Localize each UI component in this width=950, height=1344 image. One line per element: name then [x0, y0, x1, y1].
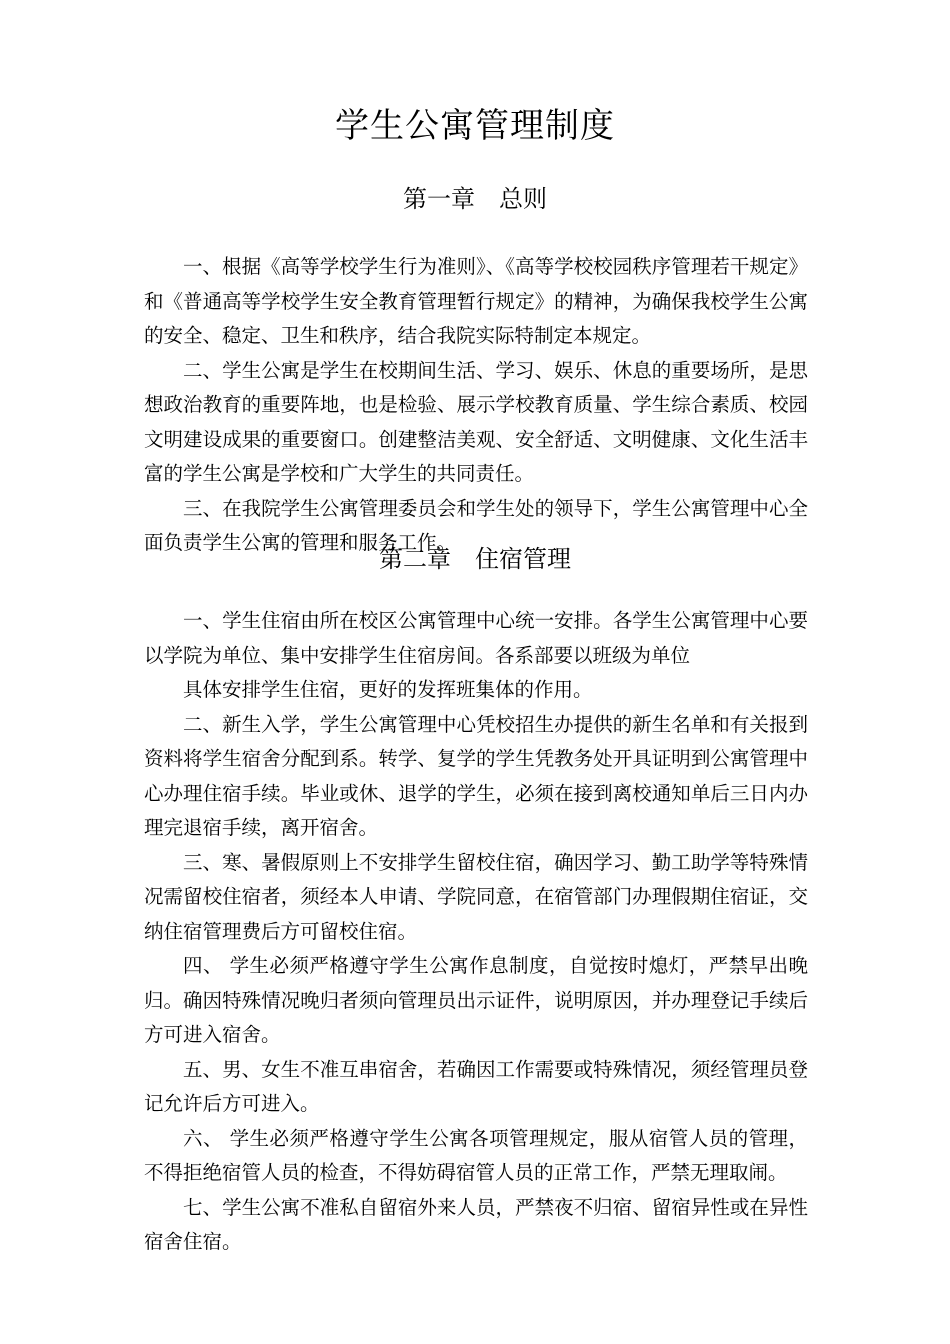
chapter-2-body	[144, 604, 808, 1260]
chapter-1-paragraph-1: 一、根据《高等学校学生行为准则》、《高等学校校园秩序管理若干规定》和《普通高等学校学生安全教育管理暂行规定》的精神，为确保我校学生公寓的安全、稳定、卫生和秩序，结合我院实际特制定本规定。	[144, 255, 808, 347]
chapter-2-paragraph-4: 四、 学生必须严格遵守学生公寓作息制度，自觉按时熄灯，严禁早出晚归。确因特殊情况晚归者须向管理员出示证件，说明原因，并办理登记手续后方可进入宿舍。	[144, 954, 808, 1046]
chapter-1-paragraph-3: 三、在我院学生公寓管理委员会和学生处的领导下，学生公寓管理中心全面负责学生公寓的管理和服务工作。	[144, 496, 808, 554]
chapter-2-paragraph-1-continuation: 具体安排学生住宿，更好的发挥班集体的作用。	[183, 678, 593, 701]
chapter-2-paragraph-1: 一、学生住宿由所在校区公寓管理中心统一安排。各学生公寓管理中心要以学院为单位、集中安排学生住宿房间。各系部要以班级为单位	[144, 609, 808, 667]
chapter-2-paragraph-2: 二、新生入学，学生公寓管理中心凭校招生办提供的新生名单和有关报到资料将学生宿舍分配到系。转学、复学的学生凭教务处开具证明到公寓管理中心办理住宿手续。毕业或休、退学的学生，必须在接到离校通知单后三日内办理完退宿手续，离开宿舍。	[144, 712, 808, 839]
chapter-2-paragraph-6: 六、 学生必须严格遵守学生公寓各项管理规定，服从宿管人员的管理，不得拒绝宿管人员的检查，不得妨碍宿管人员的正常工作，严禁无理取闹。	[144, 1126, 808, 1184]
chapter-2-paragraph-5: 五、男、女生不准互串宿舍，若确因工作需要或特殊情况，须经管理员登记允许后方可进入。	[144, 1057, 808, 1115]
chapter-1-paragraph-2: 二、学生公寓是学生在校期间生活、学习、娱乐、休息的重要场所，是思想政治教育的重要阵地，也是检验、展示学校教育质量、学生综合素质、校园文明建设成果的重要窗口。创建整洁美观、安全舒适、文明健康、文化生活丰富的学生公寓是学校和广大学生的共同责任。	[144, 358, 808, 485]
chapter-2-paragraph-7: 七、学生公寓不准私自留宿外来人员，严禁夜不归宿、留宿异性或在异性宿舍住宿。	[144, 1195, 808, 1253]
document-title: 学生公寓管理制度	[335, 106, 615, 146]
chapter-2-heading: 第二章 住宿管理	[379, 545, 571, 573]
chapter-1-body	[144, 250, 808, 561]
chapter-1-heading: 第一章 总则	[403, 185, 547, 213]
chapter-2-paragraph-3: 三、寒、暑假原则上不安排学生留校住宿，确因学习、勤工助学等特殊情况需留校住宿者，须经本人申请、学院同意，在宿管部门办理假期住宿证，交纳住宿管理费后方可留校住宿。	[144, 850, 808, 943]
